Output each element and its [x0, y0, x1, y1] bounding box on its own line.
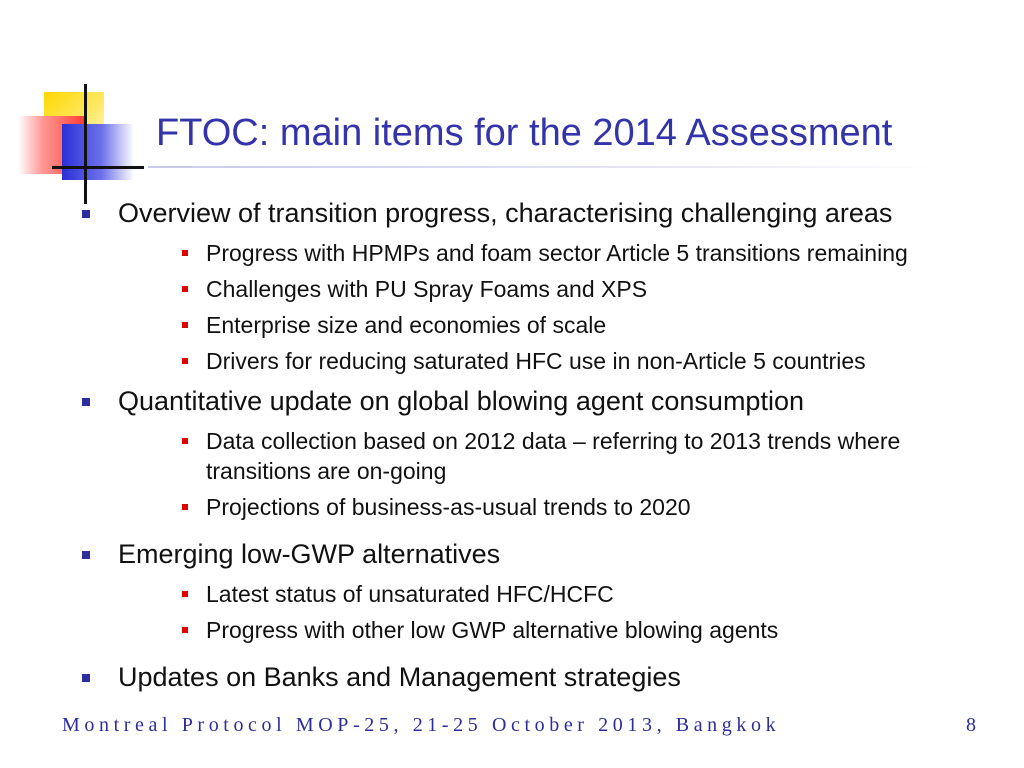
sub-bullet-text: Drivers for reducing saturated HFC use in non-Article 5 countries — [206, 348, 866, 374]
bullet-marker — [82, 210, 90, 218]
bullet-marker — [82, 398, 90, 406]
sub-bullet-marker — [182, 627, 188, 633]
bullet-text: Emerging low-GWP alternatives — [118, 539, 501, 569]
sub-bullet-text: Projections of business-as-usual trends to 2020 — [206, 494, 691, 520]
slide-title: FTOC: main items for the 2014 Assessment — [156, 112, 893, 154]
sub-bullet-text: Challenges with PU Spray Foams and XPS — [206, 276, 648, 302]
sub-bullet-marker — [182, 358, 188, 364]
sub-bullet-text: Enterprise size and economies of scale — [206, 312, 607, 338]
sub-bullet-marker — [182, 322, 188, 328]
sub-bullet-marker — [182, 504, 188, 510]
bullet-text: Updates on Banks and Management strategies — [118, 662, 681, 692]
sub-bullet-marker — [182, 591, 188, 597]
sub-bullet-marker — [182, 286, 188, 292]
bullet-marker — [82, 674, 90, 682]
sub-bullet-text: Latest status of unsaturated HFC/HCFC — [206, 581, 614, 607]
bullet-marker — [82, 551, 90, 559]
page-number: 8 — [966, 714, 976, 736]
bullet-text: Quantitative update on global blowing agent consumption — [118, 386, 804, 416]
bullet-text: Overview of transition progress, characterising challenging areas — [118, 198, 893, 228]
sub-bullet-text: Progress with HPMPs and foam sector Article 5 transitions remaining — [206, 240, 908, 266]
sub-bullet-marker — [182, 438, 188, 444]
slide-footer: Montreal Protocol MOP-25, 21-25 October 2013, Bangkok — [62, 714, 781, 736]
sub-bullet-text: Data collection based on 2012 data – referring to 2013 trends where transitions are on-going — [206, 428, 901, 484]
sub-bullet-marker — [182, 250, 188, 256]
sub-bullet-text: Progress with other low GWP alternative blowing agents — [206, 617, 779, 643]
